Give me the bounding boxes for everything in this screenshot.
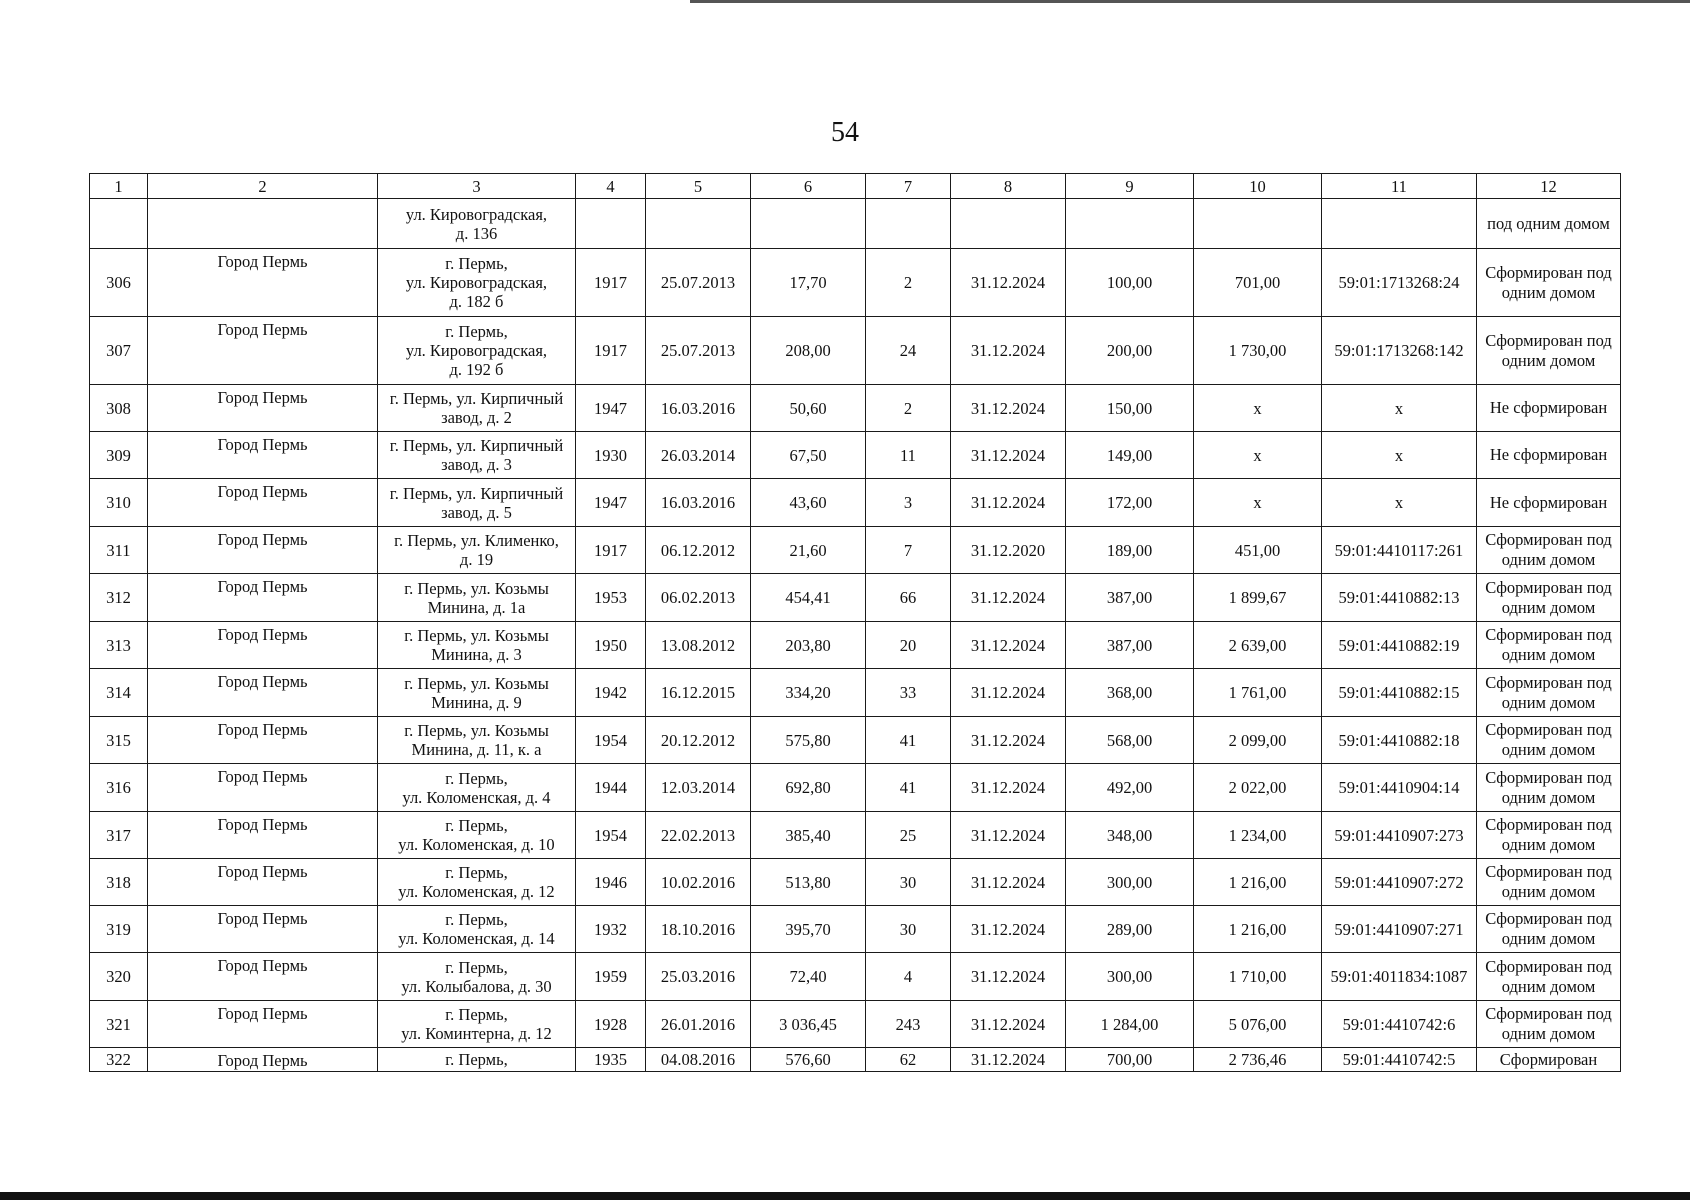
year-built-cell: 1953 [576, 574, 646, 622]
municipality-cell: Город Пермь [148, 717, 378, 764]
address-line: Минина, д. 11, к. а [411, 740, 542, 759]
residents-cell: 2 [866, 249, 951, 317]
page-top-border [690, 0, 1690, 3]
date-cell: 10.02.2016 [646, 859, 751, 906]
residents-cell: 7 [866, 527, 951, 574]
residents-cell: 66 [866, 574, 951, 622]
cadastral-number-cell: 59:01:4410742:6 [1322, 1001, 1477, 1048]
address-line: Минина, д. 9 [431, 692, 522, 712]
land-status-cell: под одним домом [1477, 199, 1621, 249]
municipality-cell [148, 199, 378, 249]
address-cell [378, 717, 576, 764]
cadastral-number-cell: 59:01:4410904:14 [1322, 764, 1477, 812]
column-header: 9 [1066, 174, 1194, 199]
residents-cell: 41 [866, 764, 951, 812]
deadline-cell: 31.12.2024 [951, 432, 1066, 479]
area-cell: 395,70 [751, 906, 866, 953]
date-cell: 26.03.2014 [646, 432, 751, 479]
address-line: ул. Кировоградская, [405, 341, 548, 360]
address-cell [378, 385, 576, 432]
year-built-cell [576, 199, 646, 249]
land-plot-area-cell: 2 099,00 [1194, 717, 1322, 764]
area-cell: 3 036,45 [751, 1001, 866, 1048]
land-plot-area-cell: 1 761,00 [1194, 669, 1322, 717]
address-line: ул. Коломенская, д. 12 [398, 882, 555, 901]
table-row [90, 574, 1621, 622]
land-plot-area-cell: 1 730,00 [1194, 317, 1322, 385]
address-line: Минина, д. 1а [427, 597, 526, 617]
date-cell: 04.08.2016 [646, 1048, 751, 1072]
address-line: ул. Кировоградская, [405, 273, 548, 292]
land-status-cell: Не сформирован [1477, 479, 1621, 527]
cadastral-number-cell: 59:01:4410907:273 [1322, 812, 1477, 859]
residents-cell: 3 [866, 479, 951, 527]
residents-cell: 41 [866, 717, 951, 764]
column-header: 5 [646, 174, 751, 199]
land-area-cell: 348,00 [1066, 812, 1194, 859]
municipality-cell: Город Пермь [148, 669, 378, 717]
year-built-cell: 1954 [576, 717, 646, 764]
date-cell: 18.10.2016 [646, 906, 751, 953]
land-status-cell: Сформирован под одним домом [1477, 764, 1621, 812]
land-status-cell: Сформирован под одним домом [1477, 574, 1621, 622]
land-plot-area-cell: 1 710,00 [1194, 953, 1322, 1001]
year-built-cell: 1917 [576, 527, 646, 574]
area-cell: 43,60 [751, 479, 866, 527]
land-plot-area-cell [1194, 199, 1322, 249]
residents-cell: 33 [866, 669, 951, 717]
land-status-cell: Сформирован под одним домом [1477, 249, 1621, 317]
land-status-cell: Сформирован под одним домом [1477, 906, 1621, 953]
column-header: 3 [378, 174, 576, 199]
date-cell [646, 199, 751, 249]
address-line: ул. Коминтерна, д. 12 [401, 1024, 552, 1043]
table-row [90, 906, 1621, 953]
land-status-cell: Сформирован под одним домом [1477, 317, 1621, 385]
row-number-cell: 322 [90, 1048, 148, 1072]
cadastral-number-cell: 59:01:1713268:24 [1322, 249, 1477, 317]
municipality-cell: Город Пермь [148, 859, 378, 906]
land-status-cell: Сформирован под одним домом [1477, 859, 1621, 906]
table-row [90, 527, 1621, 574]
land-area-cell: 300,00 [1066, 953, 1194, 1001]
address-cell [378, 953, 576, 1001]
column-header: 10 [1194, 174, 1322, 199]
deadline-cell: 31.12.2020 [951, 527, 1066, 574]
land-area-cell: 289,00 [1066, 906, 1194, 953]
area-cell: 72,40 [751, 953, 866, 1001]
address-cell [378, 812, 576, 859]
address-line: Минина, д. 3 [431, 645, 522, 664]
land-plot-area-cell: 2 639,00 [1194, 622, 1322, 669]
table-row [90, 669, 1621, 717]
municipality-cell: Город Пермь [148, 527, 378, 574]
address-line: г. Пермь, ул. Козьмы [404, 578, 549, 598]
area-cell: 50,60 [751, 385, 866, 432]
address-line: г. Пермь, ул. Кирпичный [389, 389, 564, 408]
residents-cell: 11 [866, 432, 951, 479]
residents-cell: 25 [866, 812, 951, 859]
deadline-cell: 31.12.2024 [951, 1001, 1066, 1048]
column-number-header-row [90, 174, 1621, 199]
row-number-cell: 313 [90, 622, 148, 669]
date-cell: 25.03.2016 [646, 953, 751, 1001]
column-header: 6 [751, 174, 866, 199]
land-plot-area-cell: х [1194, 432, 1322, 479]
land-area-cell [1066, 199, 1194, 249]
deadline-cell: 31.12.2024 [951, 317, 1066, 385]
housing-registry-table [89, 173, 1621, 1072]
cadastral-number-cell: х [1322, 385, 1477, 432]
residents-cell: 20 [866, 622, 951, 669]
column-header: 1 [90, 174, 148, 199]
address-line: д. 182 б [449, 292, 504, 311]
address-line: ул. Коломенская, д. 10 [398, 835, 555, 854]
land-area-cell: 387,00 [1066, 574, 1194, 622]
address-line: д. 192 б [449, 360, 504, 379]
area-cell: 454,41 [751, 574, 866, 622]
cadastral-number-cell [1322, 199, 1477, 249]
address-line: ул. Кировоградская, [405, 204, 548, 224]
table-row [90, 953, 1621, 1001]
table-row [90, 1048, 1621, 1072]
date-cell: 12.03.2014 [646, 764, 751, 812]
municipality-cell: Город Пермь [148, 1048, 378, 1072]
year-built-cell: 1947 [576, 385, 646, 432]
land-status-cell: Сформирован под одним домом [1477, 669, 1621, 717]
area-cell: 692,80 [751, 764, 866, 812]
cadastral-number-cell: 59:01:4410907:271 [1322, 906, 1477, 953]
address-line: завод, д. 3 [441, 455, 512, 474]
row-number-cell: 315 [90, 717, 148, 764]
column-header: 8 [951, 174, 1066, 199]
municipality-cell: Город Пермь [148, 622, 378, 669]
land-status-cell: Сформирован под одним домом [1477, 812, 1621, 859]
land-plot-area-cell: 5 076,00 [1194, 1001, 1322, 1048]
year-built-cell: 1944 [576, 764, 646, 812]
cadastral-number-cell: 59:01:1713268:142 [1322, 317, 1477, 385]
deadline-cell: 31.12.2024 [951, 574, 1066, 622]
land-plot-area-cell: 1 216,00 [1194, 906, 1322, 953]
address-line: ул. Колыбалова, д. 30 [401, 976, 552, 996]
year-built-cell: 1950 [576, 622, 646, 669]
cadastral-number-cell: 59:01:4410907:272 [1322, 859, 1477, 906]
land-area-cell: 492,00 [1066, 764, 1194, 812]
address-line: г. Пермь, ул. Козьмы [404, 626, 549, 645]
land-area-cell: 150,00 [1066, 385, 1194, 432]
row-number-cell: 320 [90, 953, 148, 1001]
row-number-cell: 306 [90, 249, 148, 317]
year-built-cell: 1947 [576, 479, 646, 527]
address-line: г. Пермь, ул. Козьмы [404, 721, 549, 740]
cadastral-number-cell: 59:01:4410882:15 [1322, 669, 1477, 717]
date-cell: 25.07.2013 [646, 249, 751, 317]
address-line: д. 19 [459, 550, 494, 569]
land-area-cell: 172,00 [1066, 479, 1194, 527]
land-area-cell: 189,00 [1066, 527, 1194, 574]
land-status-cell: Не сформирован [1477, 385, 1621, 432]
year-built-cell: 1917 [576, 317, 646, 385]
land-status-cell: Сформирован под одним домом [1477, 717, 1621, 764]
land-area-cell: 200,00 [1066, 317, 1194, 385]
date-cell: 25.07.2013 [646, 317, 751, 385]
table-row [90, 317, 1621, 385]
residents-cell: 2 [866, 385, 951, 432]
area-cell: 67,50 [751, 432, 866, 479]
table-row [90, 717, 1621, 764]
year-built-cell: 1959 [576, 953, 646, 1001]
address-line: г. Пермь, [445, 910, 508, 929]
land-status-cell: Сформирован под одним домом [1477, 953, 1621, 1001]
area-cell: 575,80 [751, 717, 866, 764]
deadline-cell: 31.12.2024 [951, 249, 1066, 317]
column-header: 7 [866, 174, 951, 199]
date-cell: 06.02.2013 [646, 574, 751, 622]
address-cell [378, 1001, 576, 1048]
row-number-cell [90, 199, 148, 249]
land-plot-area-cell: 701,00 [1194, 249, 1322, 317]
address-cell [378, 669, 576, 717]
municipality-cell: Город Пермь [148, 317, 378, 385]
row-number-cell: 314 [90, 669, 148, 717]
land-area-cell: 568,00 [1066, 717, 1194, 764]
land-area-cell: 100,00 [1066, 249, 1194, 317]
table-row [90, 385, 1621, 432]
address-line: г. Пермь, [445, 1050, 508, 1069]
land-status-cell: Сформирован под одним домом [1477, 527, 1621, 574]
row-number-cell: 309 [90, 432, 148, 479]
deadline-cell: 31.12.2024 [951, 859, 1066, 906]
deadline-cell: 31.12.2024 [951, 479, 1066, 527]
land-status-cell: Не сформирован [1477, 432, 1621, 479]
municipality-cell: Город Пермь [148, 1001, 378, 1048]
deadline-cell: 31.12.2024 [951, 717, 1066, 764]
cadastral-number-cell: 59:01:4410882:18 [1322, 717, 1477, 764]
cadastral-number-cell: 59:01:4410117:261 [1322, 527, 1477, 574]
land-plot-area-cell: 1 899,67 [1194, 574, 1322, 622]
residents-cell: 62 [866, 1048, 951, 1072]
date-cell: 16.03.2016 [646, 479, 751, 527]
table-row [90, 199, 1621, 249]
table-row [90, 764, 1621, 812]
land-plot-area-cell: 451,00 [1194, 527, 1322, 574]
date-cell: 13.08.2012 [646, 622, 751, 669]
year-built-cell: 1946 [576, 859, 646, 906]
cadastral-number-cell: х [1322, 479, 1477, 527]
cadastral-number-cell: 59:01:4410882:19 [1322, 622, 1477, 669]
address-cell [378, 859, 576, 906]
address-line: завод, д. 2 [441, 408, 512, 427]
year-built-cell: 1935 [576, 1048, 646, 1072]
land-area-cell: 149,00 [1066, 432, 1194, 479]
deadline-cell [951, 199, 1066, 249]
municipality-cell: Город Пермь [148, 953, 378, 1001]
table-row [90, 249, 1621, 317]
row-number-cell: 321 [90, 1001, 148, 1048]
row-number-cell: 317 [90, 812, 148, 859]
municipality-cell: Город Пермь [148, 574, 378, 622]
municipality-cell: Город Пермь [148, 812, 378, 859]
address-line: г. Пермь, ул. Клименко, [394, 531, 559, 550]
column-header: 12 [1477, 174, 1621, 199]
year-built-cell: 1917 [576, 249, 646, 317]
deadline-cell: 31.12.2024 [951, 1048, 1066, 1072]
area-cell: 513,80 [751, 859, 866, 906]
address-line: завод, д. 5 [441, 502, 512, 522]
row-number-cell: 318 [90, 859, 148, 906]
date-cell: 22.02.2013 [646, 812, 751, 859]
area-cell [751, 199, 866, 249]
residents-cell: 30 [866, 859, 951, 906]
address-line: г. Пермь, [445, 254, 508, 273]
deadline-cell: 31.12.2024 [951, 906, 1066, 953]
date-cell: 06.12.2012 [646, 527, 751, 574]
row-number-cell: 307 [90, 317, 148, 385]
area-cell: 21,60 [751, 527, 866, 574]
land-plot-area-cell: х [1194, 385, 1322, 432]
table-body [90, 174, 1621, 1072]
table-row [90, 812, 1621, 859]
address-cell [378, 906, 576, 953]
land-area-cell: 1 284,00 [1066, 1001, 1194, 1048]
date-cell: 16.12.2015 [646, 669, 751, 717]
land-area-cell: 387,00 [1066, 622, 1194, 669]
cadastral-number-cell: 59:01:4410882:13 [1322, 574, 1477, 622]
table-row [90, 479, 1621, 527]
land-status-cell: Сформирован под одним домом [1477, 622, 1621, 669]
address-line: г. Пермь, ул. Кирпичный [389, 483, 564, 503]
row-number-cell: 308 [90, 385, 148, 432]
date-cell: 16.03.2016 [646, 385, 751, 432]
year-built-cell: 1930 [576, 432, 646, 479]
date-cell: 26.01.2016 [646, 1001, 751, 1048]
land-plot-area-cell: 1 216,00 [1194, 859, 1322, 906]
land-status-cell: Сформирован [1477, 1048, 1621, 1072]
residents-cell: 243 [866, 1001, 951, 1048]
address-cell [378, 249, 576, 317]
address-line: г. Пермь, ул. Кирпичный [389, 436, 564, 455]
address-line: г. Пермь, [445, 322, 508, 341]
address-cell [378, 527, 576, 574]
residents-cell: 24 [866, 317, 951, 385]
land-status-cell: Сформирован под одним домом [1477, 1001, 1621, 1048]
land-area-cell: 700,00 [1066, 1048, 1194, 1072]
land-plot-area-cell: 2 022,00 [1194, 764, 1322, 812]
address-line: г. Пермь, ул. Козьмы [404, 673, 549, 693]
year-built-cell: 1954 [576, 812, 646, 859]
table-row [90, 432, 1621, 479]
address-cell [378, 199, 576, 249]
page-number: 54 [831, 117, 859, 148]
residents-cell [866, 199, 951, 249]
deadline-cell: 31.12.2024 [951, 812, 1066, 859]
year-built-cell: 1932 [576, 906, 646, 953]
address-line: ул. Коломенская, д. 4 [402, 787, 551, 807]
area-cell: 208,00 [751, 317, 866, 385]
deadline-cell: 31.12.2024 [951, 385, 1066, 432]
address-line: д. 136 [455, 223, 498, 243]
land-area-cell: 368,00 [1066, 669, 1194, 717]
municipality-cell: Город Пермь [148, 249, 378, 317]
table-row [90, 622, 1621, 669]
deadline-cell: 31.12.2024 [951, 953, 1066, 1001]
municipality-cell: Город Пермь [148, 432, 378, 479]
area-cell: 17,70 [751, 249, 866, 317]
deadline-cell: 31.12.2024 [951, 622, 1066, 669]
area-cell: 203,80 [751, 622, 866, 669]
land-plot-area-cell: 1 234,00 [1194, 812, 1322, 859]
date-cell: 20.12.2012 [646, 717, 751, 764]
address-line: г. Пермь, [445, 957, 508, 977]
table-row [90, 1001, 1621, 1048]
municipality-cell: Город Пермь [148, 764, 378, 812]
address-cell [378, 1048, 576, 1072]
address-cell [378, 432, 576, 479]
page-bottom-border [0, 1192, 1690, 1200]
address-cell [378, 764, 576, 812]
column-header: 11 [1322, 174, 1477, 199]
row-number-cell: 312 [90, 574, 148, 622]
municipality-cell: Город Пермь [148, 385, 378, 432]
area-cell: 576,60 [751, 1048, 866, 1072]
cadastral-number-cell: 59:01:4011834:1087 [1322, 953, 1477, 1001]
address-line: г. Пермь, [445, 816, 508, 835]
address-cell [378, 622, 576, 669]
address-line: г. Пермь, [445, 863, 508, 882]
area-cell: 385,40 [751, 812, 866, 859]
municipality-cell: Город Пермь [148, 479, 378, 527]
municipality-cell: Город Пермь [148, 906, 378, 953]
residents-cell: 4 [866, 953, 951, 1001]
year-built-cell: 1928 [576, 1001, 646, 1048]
address-cell [378, 574, 576, 622]
cadastral-number-cell: х [1322, 432, 1477, 479]
land-area-cell: 300,00 [1066, 859, 1194, 906]
residents-cell: 30 [866, 906, 951, 953]
address-line: г. Пермь, [445, 1005, 508, 1024]
row-number-cell: 316 [90, 764, 148, 812]
land-plot-area-cell: х [1194, 479, 1322, 527]
column-header: 2 [148, 174, 378, 199]
year-built-cell: 1942 [576, 669, 646, 717]
deadline-cell: 31.12.2024 [951, 764, 1066, 812]
address-cell [378, 479, 576, 527]
cadastral-number-cell: 59:01:4410742:5 [1322, 1048, 1477, 1072]
row-number-cell: 319 [90, 906, 148, 953]
deadline-cell: 31.12.2024 [951, 669, 1066, 717]
area-cell: 334,20 [751, 669, 866, 717]
column-header: 4 [576, 174, 646, 199]
address-line: ул. Коломенская, д. 14 [398, 929, 555, 948]
address-line: г. Пермь, [445, 768, 508, 788]
land-plot-area-cell: 2 736,46 [1194, 1048, 1322, 1072]
address-cell [378, 317, 576, 385]
row-number-cell: 310 [90, 479, 148, 527]
table-row [90, 859, 1621, 906]
row-number-cell: 311 [90, 527, 148, 574]
